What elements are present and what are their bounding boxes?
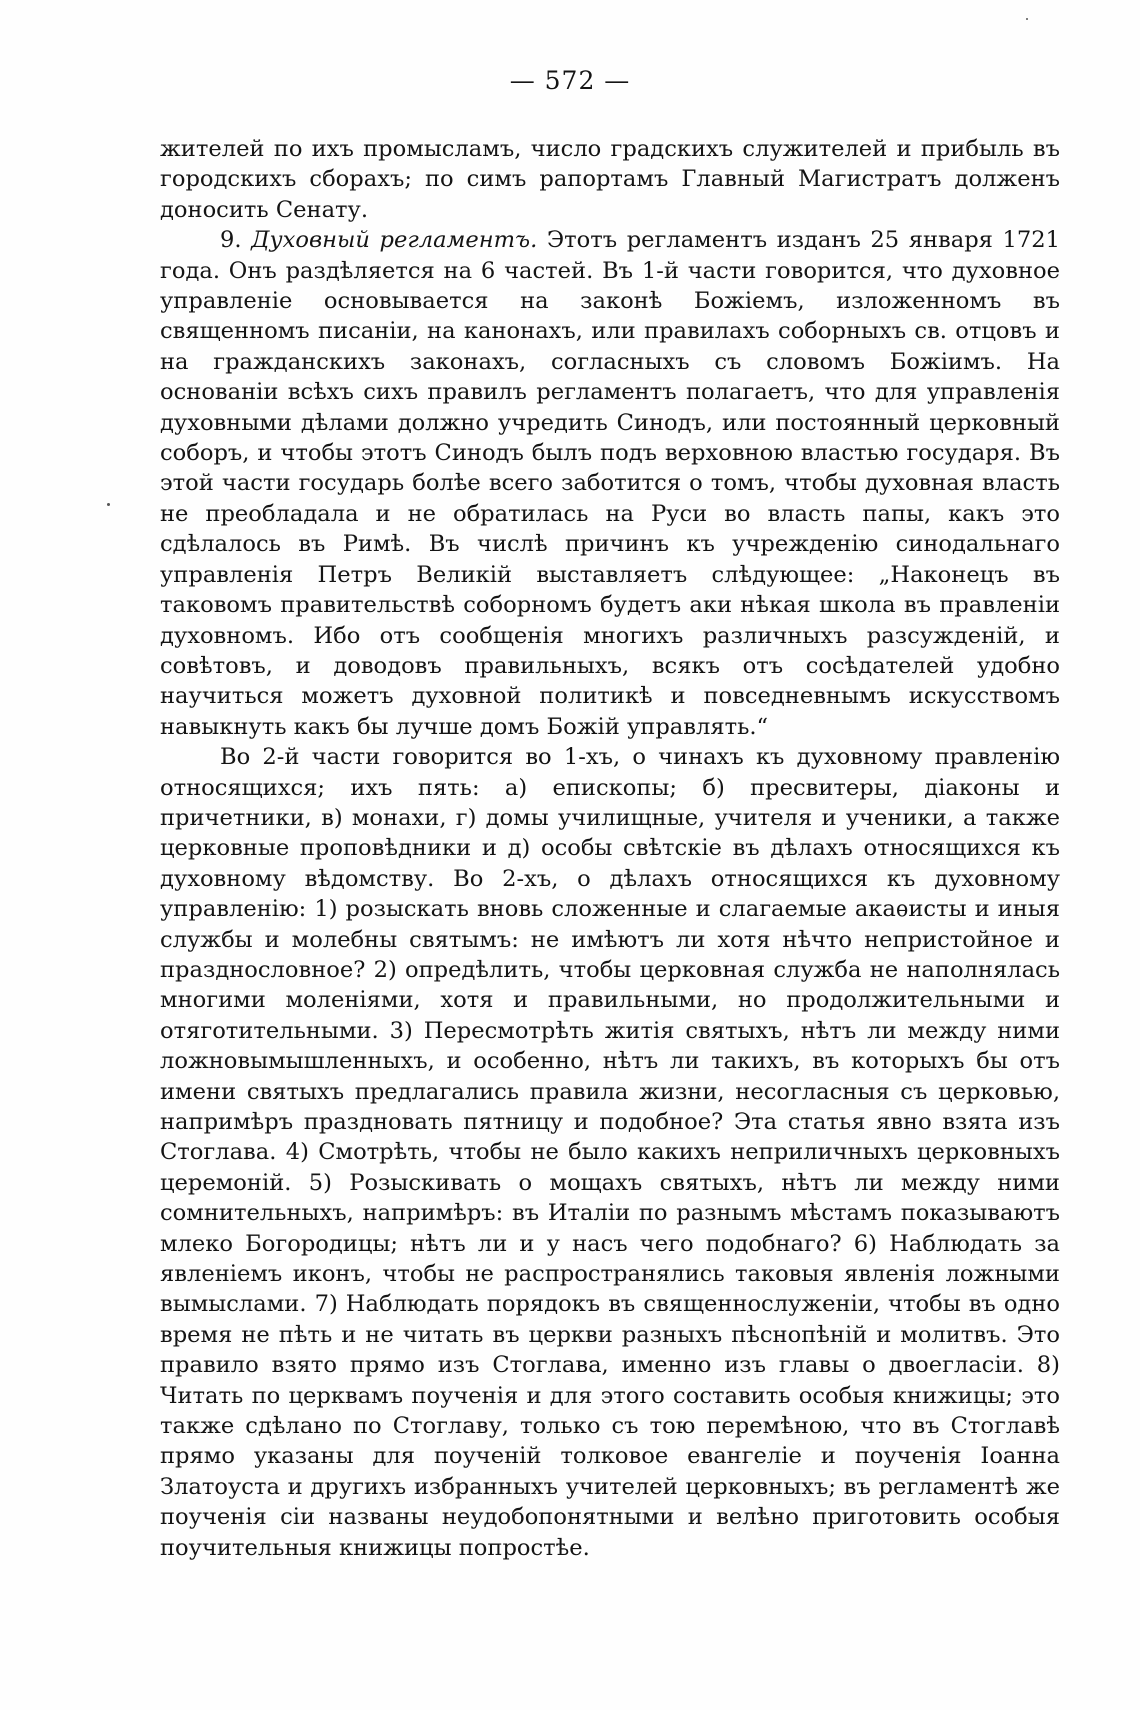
section-number: 9. (220, 227, 242, 254)
paragraph-continuation (160, 134, 1060, 225)
paragraph-section-9 (160, 225, 1060, 742)
page-number: — 572 — (509, 66, 631, 95)
paragraph-text: жителей по ихъ промысламъ, число градскихъ служителей и прибыль въ городскихъ сборахъ; по симъ рапортамъ Главный Магистратъ долженъ доносить Сенату. (160, 136, 1060, 223)
page-body (160, 134, 1060, 1563)
paragraph-part-2 (160, 742, 1060, 1563)
scan-speck (107, 503, 110, 506)
scan-speck (1026, 18, 1028, 20)
section-title: Духовный регламентъ. (251, 227, 538, 254)
paragraph-text: Этотъ регламентъ изданъ 25 января 1721 года. Онъ раздѣляется на 6 частей. Въ 1-й части говорится, что духовное управленіе основывается на законѣ Божіемъ, изложенномъ въ священномъ писаніи, на канонахъ, или правилахъ соборныхъ св. отцовъ и на гражданскихъ законахъ, согласныхъ съ словомъ Божіимъ. На основаніи всѣхъ сихъ правилъ регламентъ полагаетъ, что для управленія духовными дѣлами должно учредить Синодъ, или постоянный церковный соборъ, и чтобы этотъ Синодъ былъ подъ верховною властью государя. Въ этой части государь болѣе всего заботится о томъ, чтобы духовная власть не преобладала и не обратилась на Руси во власть папы, какъ это сдѣлалось въ Римѣ. Въ числѣ причинъ къ учрежденію синодальнаго управленія Петръ Великій выставляетъ слѣдующее: „Наконецъ въ таковомъ правительствѣ соборномъ будетъ аки нѣкая школа въ правленіи духовномъ. Ибо отъ сообщенія многихъ различныхъ разсужденій, и совѣтовъ, и доводовъ правильныхъ, всякъ отъ сосѣдателей удобно научиться можетъ духовной политикѣ и повседневнымъ искусствомъ навыкнуть какъ бы лучше домъ Божій управлять.“ (160, 227, 1061, 740)
paragraph-text: Во 2-й части говорится во 1-хъ, о чинахъ къ духовному правленію относящихся; ихъ пять: а) епископы; б) пресвитеры, діаконы и причетники, в) монахи, г) домы училищные, учителя и ученики, а также церковные проповѣдники и д) особы свѣтскіе въ дѣлахъ относящихся къ духовному вѣдомству. Во 2-хъ, о дѣлахъ относящихся къ духовному управленію: 1) розыскать вновь сложенные и слагаемые акаѳисты и иныя службы и молебны святымъ: не имѣютъ ли хотя нѣчто непристойное и празднословное? 2) опредѣлить, чтобы церковная служба не наполнялась многими моленіями, хотя и правильными, но продолжительными и отяготительными. 3) Пересмотрѣть житія святыхъ, нѣтъ ли между ними ложновымышленныхъ, и особенно, нѣтъ ли такихъ, въ которыхъ бы отъ имени святыхъ предлагались правила жизни, несогласныя съ церковью, напримѣръ праздновать пятницу и подобное? Эта статья явно взята изъ Стоглава. 4) Смотрѣть, чтобы не было какихъ неприличныхъ церковныхъ церемоній. 5) Розыскивать о мощахъ святыхъ, нѣтъ ли между ними сомнительныхъ, напримѣръ: въ Италіи по разнымъ мѣстамъ показываютъ млеко Богородицы; нѣтъ ли и у насъ чего подобнаго? 6) Наблюдать за явленіемъ иконъ, чтобы не распространялись таковыя явленія ложными вымыслами. 7) Наблюдать порядокъ въ священнослуженіи, чтобы въ одно время не пѣть и не читать въ церкви разныхъ пѣснопѣній и молитвъ. Это правило взято прямо изъ Стоглава, именно изъ главы о двоегласіи. 8) Читать по церквамъ поученія и для этого составить особыя книжицы; это также сдѣлано по Стоглаву, только съ тою перемѣною, что въ Стоглавѣ прямо указаны для поученій толковое евангеліе и поученія Іоанна Златоуста и другихъ избранныхъ учителей церковныхъ; въ регламентѣ же поученія сіи названы неудобопонятными и велѣно приготовить особыя поучительныя книжицы попростѣе. (160, 744, 1060, 1561)
